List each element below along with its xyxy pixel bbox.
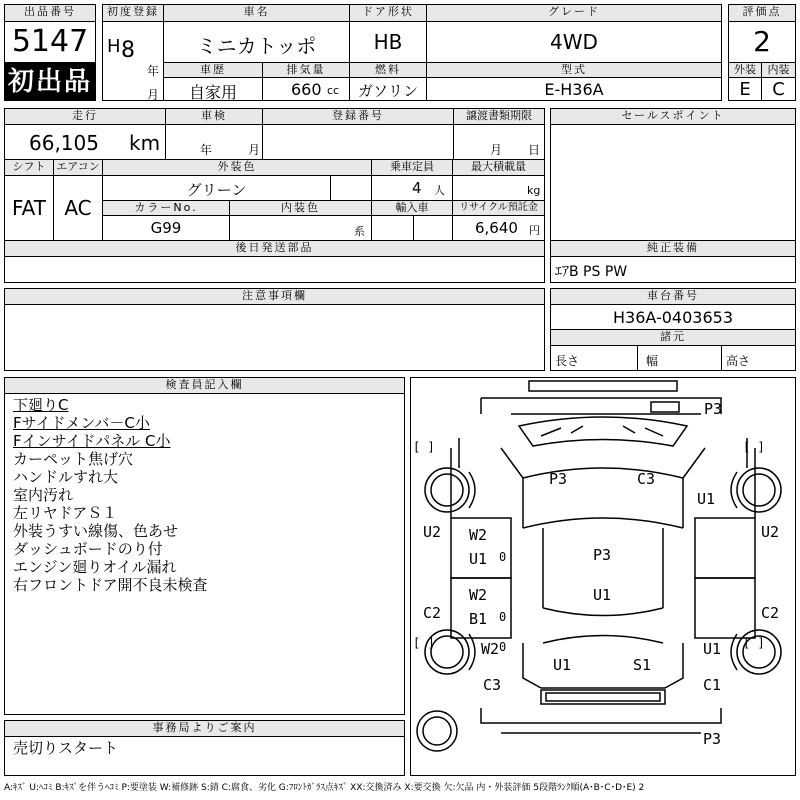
- damage-mark: U1: [469, 550, 488, 568]
- bracket-right-rear: [ ]: [743, 636, 765, 650]
- damage-mark: C3: [637, 470, 656, 488]
- interior-color-cell: [229, 215, 372, 241]
- displacement-unit: cc: [327, 84, 340, 97]
- lot-number: 5147: [11, 24, 89, 59]
- transfer-day-unit: 日: [528, 143, 541, 157]
- model-cell: [426, 77, 722, 101]
- exterior-color-cell: [102, 175, 331, 201]
- model-header: 型式: [426, 62, 722, 78]
- interior-color-unit: 系: [354, 225, 365, 238]
- reg-year: 8: [121, 38, 135, 63]
- registration-no-header: 登録番号: [262, 108, 454, 125]
- length-label: 長さ: [555, 354, 580, 368]
- car-diagram-drawing: [411, 378, 795, 775]
- transfer-deadline-cell: [453, 124, 545, 160]
- bracket-left-rear: [ ]: [413, 636, 435, 650]
- inspector-note: エンジン廻りオイル漏れ: [13, 558, 177, 576]
- exterior-header: 外装: [728, 62, 762, 78]
- recycle-fee: 6,640: [475, 219, 518, 237]
- damage-mark: P3: [703, 730, 722, 748]
- damage-mark: C1: [703, 676, 722, 694]
- shift-header: シフト: [4, 159, 54, 176]
- displacement: 660: [291, 80, 322, 99]
- equipment-cell: [550, 256, 796, 283]
- first-listing-badge: 初出品: [4, 63, 96, 101]
- capacity-cell: [371, 175, 453, 201]
- reg-month-unit: 月: [147, 88, 160, 102]
- equipment-header: 純正装備: [550, 240, 796, 257]
- inspection-year-unit: 年: [200, 143, 213, 157]
- fuel-cell: [349, 77, 427, 101]
- transfer-month-unit: 月: [490, 143, 503, 157]
- inspector-note: Fインサイドパネル C小: [13, 432, 171, 450]
- inspector-note: カーペット焦げ穴: [13, 450, 134, 468]
- exterior-grade: E: [739, 79, 751, 100]
- door-cell: [349, 21, 427, 63]
- height-label: 高さ: [726, 354, 751, 368]
- history: 自家用: [188, 83, 237, 102]
- grade-cell: [426, 21, 722, 63]
- inspector-note: 左リヤドアＳ１: [13, 504, 118, 522]
- damage-mark: P3: [549, 470, 568, 488]
- first-registration-header: 初度登録: [102, 4, 164, 22]
- aircon-header: エアコン: [53, 159, 103, 176]
- chassis-number: H36A-0403653: [612, 308, 733, 327]
- chassis-cell: [550, 304, 796, 330]
- fuel: ガソリン: [357, 82, 418, 100]
- registration-no-cell: [262, 124, 454, 160]
- zero-mark: 0: [499, 640, 507, 654]
- recycle-unit: 円: [529, 224, 540, 237]
- damage-mark: U2: [423, 523, 442, 541]
- lot-number-cell: [4, 21, 96, 63]
- inspector-header: 検査員記入欄: [4, 377, 405, 394]
- mileage-header: 走行: [4, 108, 166, 125]
- recycle-cell: [452, 215, 545, 241]
- shift: FAT: [11, 196, 46, 220]
- first-registration-cell: [102, 21, 164, 101]
- sales-points-cell: [550, 124, 796, 241]
- history-header: 車歴: [163, 62, 263, 78]
- chassis-header: 車台番号: [550, 288, 796, 305]
- score-header: 評価点: [728, 4, 796, 22]
- sales-points-header: セールスポイント: [550, 108, 796, 125]
- damage-mark: S1: [633, 656, 652, 674]
- interior-grade: C: [772, 79, 785, 100]
- capacity-header: 乗車定員: [371, 159, 453, 176]
- model: E-H36A: [544, 80, 604, 99]
- later-parts-cell: [4, 256, 545, 283]
- door-header: ドア形状: [349, 4, 427, 22]
- inspector-notes-box: [4, 393, 405, 715]
- car-name: ミニカトッポ: [196, 34, 317, 58]
- zero-mark: 0: [499, 610, 507, 624]
- interior-header: 内装: [761, 62, 796, 78]
- inspector-note: 外装うすい線傷、色あせ: [13, 522, 179, 540]
- exterior-cell: [728, 77, 762, 101]
- score-cell: [728, 21, 796, 63]
- color-no-cell: [102, 215, 230, 241]
- damage-mark: W2: [481, 640, 500, 658]
- damage-mark: P3: [704, 400, 723, 418]
- car-diagram: [410, 377, 796, 776]
- damage-mark: C2: [761, 604, 780, 622]
- inspector-note: 右フロントドア開不良未検査: [13, 576, 208, 594]
- grade: 4WD: [550, 30, 598, 54]
- office-note: 売切りスタート: [13, 739, 119, 757]
- office-note-box: [4, 736, 405, 776]
- damage-mark: C3: [483, 676, 502, 694]
- notes-header: 注意事項欄: [4, 288, 545, 305]
- import-header: 輸入車: [371, 200, 453, 216]
- office-header: 事務局よりご案内: [4, 720, 405, 737]
- width-cell: [637, 345, 722, 371]
- import-cell-a: [371, 215, 414, 241]
- era: H: [107, 36, 121, 57]
- length-cell: [550, 345, 638, 371]
- damage-mark: U2: [761, 523, 780, 541]
- displacement-cell: [262, 77, 350, 101]
- damage-mark: U1: [703, 640, 722, 658]
- interior-color-header: 内装色: [229, 200, 372, 216]
- mileage-unit: km: [129, 131, 161, 155]
- lot-number-header: 出品番号: [4, 4, 96, 22]
- color-no: G99: [150, 219, 182, 237]
- inspector-note: ハンドルすれ大: [13, 468, 119, 486]
- inspector-note: 室内汚れ: [13, 486, 74, 504]
- bracket-right: [ ]: [743, 440, 765, 454]
- damage-mark: U1: [697, 490, 716, 508]
- inspector-note: ダッシュボードのり付: [13, 540, 163, 558]
- inspector-note: Fサイドメンバ－C小: [13, 414, 150, 432]
- dimensions-header: 諸元: [550, 329, 796, 346]
- displacement-header: 排気量: [262, 62, 350, 78]
- capacity-unit: 人: [434, 184, 445, 197]
- interior-cell: [761, 77, 796, 101]
- damage-mark: B1: [469, 610, 488, 628]
- damage-mark: C2: [423, 604, 442, 622]
- fuel-header: 燃料: [349, 62, 427, 78]
- score: 2: [753, 25, 771, 58]
- reg-year-unit: 年: [147, 64, 160, 78]
- damage-mark: U1: [553, 656, 572, 674]
- shift-cell: [4, 175, 54, 241]
- damage-mark: W2: [469, 586, 488, 604]
- damage-mark: P3: [593, 546, 612, 564]
- zero-mark: 0: [499, 550, 507, 564]
- mileage: 66,105: [29, 131, 99, 155]
- notes-cell: [4, 304, 545, 371]
- color-no-header: カラーNo.: [102, 200, 230, 216]
- max-load-cell: [452, 175, 545, 201]
- exterior-color-header: 外装色: [102, 159, 372, 176]
- max-load-header: 最大積載量: [452, 159, 545, 176]
- exterior-color-extra-cell: [330, 175, 372, 201]
- inspection-cell: [165, 124, 263, 160]
- grade-header: グレード: [426, 4, 722, 22]
- import-cell-b: [413, 215, 453, 241]
- bracket-left: [ ]: [413, 440, 435, 454]
- mileage-cell: [4, 124, 166, 160]
- inspection-header: 車検: [165, 108, 263, 125]
- height-cell: [721, 345, 796, 371]
- damage-mark: U1: [593, 586, 612, 604]
- equipment: ｴｱB PS PW: [555, 264, 628, 280]
- max-load-unit: kg: [527, 184, 541, 197]
- inspector-note: 下廻りC: [13, 396, 69, 414]
- transfer-deadline-header: 譲渡書類期限: [453, 108, 545, 125]
- history-cell: [163, 77, 263, 101]
- damage-mark: W2: [469, 526, 488, 544]
- car-name-cell: [163, 21, 350, 63]
- recycle-header: リサイクル預託金: [452, 200, 545, 216]
- inspection-month-unit: 月: [248, 143, 261, 157]
- door-type: HB: [373, 30, 403, 54]
- capacity: 4: [412, 179, 422, 197]
- width-label: 幅: [646, 354, 659, 368]
- aircon-cell: [53, 175, 103, 241]
- legend: A:ｷｽﾞ U:ﾍｺﾐ B:ｷｽﾞを伴うﾍｺﾐ P:要塗装 W:補修跡 S:錆 C:腐食、劣化 G:ﾌﾛﾝﾄｶﾞﾗｽ点ｷｽﾞ XX:交換済み X:要交換 欠:欠品 内・外装評価 5段階ﾗﾝｸ順(A･B･C･D･E) 2: [4, 783, 645, 793]
- aircon: AC: [64, 196, 92, 220]
- car-name-header: 車名: [163, 4, 350, 22]
- exterior-color: グリーン: [186, 181, 247, 199]
- later-parts-header: 後日発送部品: [4, 240, 545, 257]
